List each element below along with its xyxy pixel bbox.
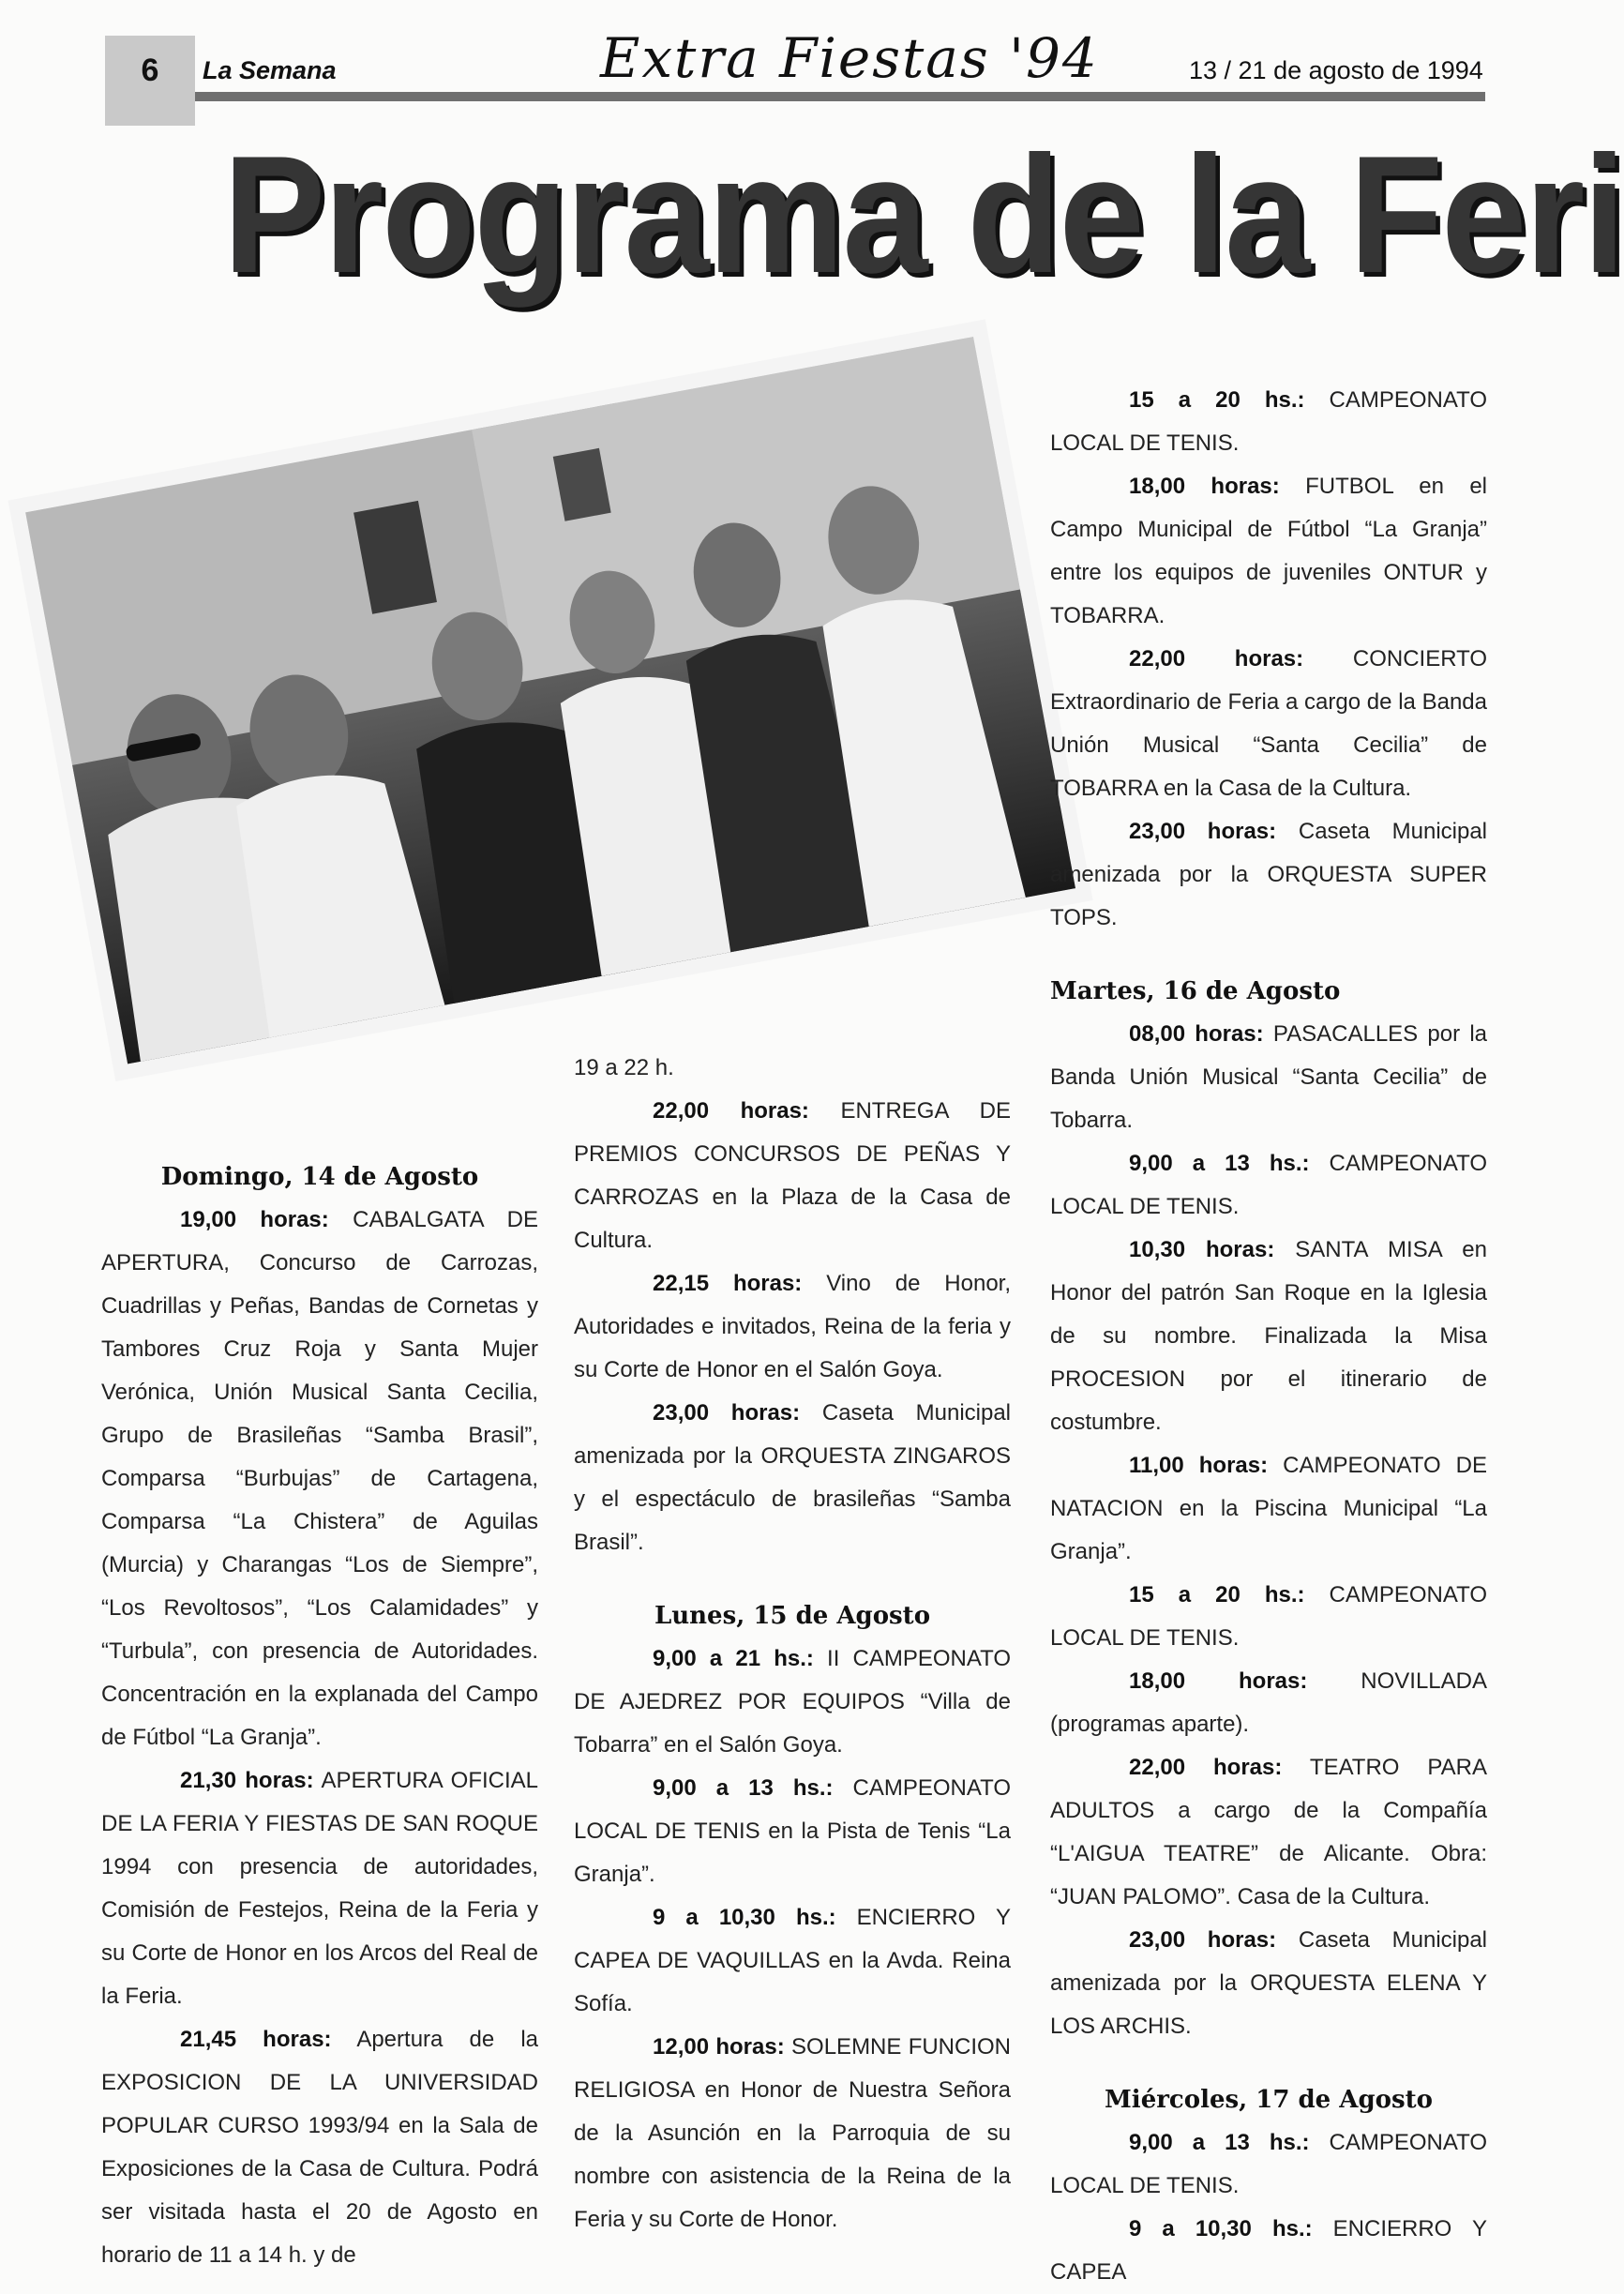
event-time: 9,00 a 13 hs.: bbox=[1129, 2130, 1310, 2155]
event-text: ENCIERRO Y CAPEA bbox=[1050, 2216, 1487, 2285]
event-text: CAMPEONATO LOCAL DE TENIS en la Pista de Tenis “La Granja”. bbox=[574, 1775, 1011, 1887]
event-time: 18,00 horas: bbox=[1129, 1668, 1308, 1694]
event-paragraph bbox=[1050, 638, 1487, 810]
event-text: SOLEMNE FUNCION RELIGIOSA en Honor de Nuestra Señora de la Asunción en la Parroquia de su nombre con asistencia de la Reina de la Feria y su Corte de Honor. bbox=[574, 2034, 1012, 2232]
event-paragraph bbox=[101, 2018, 538, 2277]
section-title: Extra Fiestas '94 bbox=[600, 26, 1099, 90]
event-paragraph bbox=[1050, 1142, 1487, 1229]
event-paragraph bbox=[1050, 1229, 1487, 1444]
event-text: Vino de Honor, Autoridades e invitados, Reina de la feria y su Corte de Honor en el Salón Goya. bbox=[574, 1271, 1012, 1382]
event-time: 18,00 horas: bbox=[1129, 474, 1280, 499]
event-text: SANTA MISA en Honor del patrón San Roque en la Iglesia de su nombre. Finalizada la Misa PROCESION por el itinerario de costumbre. bbox=[1050, 1237, 1487, 1435]
event-time: 9,00 a 13 hs.: bbox=[653, 1775, 834, 1801]
event-text: CAMPEONATO LOCAL DE TENIS. bbox=[1050, 2130, 1487, 2198]
event-text: CABALGATA DE APERTURA, Concurso de Carrozas, Cuadrillas y Peñas, Bandas de Cornetas y Tambores Cruz Roja y Santa Mujer Verónica, Unión Musical Santa Cecilia, Grupo de Brasileñas “Samba Brasil”, Comparsa “Burbujas” de Cartagena, Comparsa “La Chistera” de Aguilas (Murcia) y Charangas “Los de Siempre”, “Los Revoltosos”, “Los Calamidades” y “Turbula”, con presencia de Autoridades. Concentración en la explanada del Campo de Fútbol “La Granja”. bbox=[101, 1207, 539, 1750]
event-paragraph bbox=[574, 2026, 1011, 2241]
event-time: 23,00 horas: bbox=[653, 1400, 801, 1426]
column-2 bbox=[574, 1047, 1011, 2241]
column-3 bbox=[1050, 379, 1487, 2294]
event-time: 10,30 horas: bbox=[1129, 1237, 1275, 1262]
day-heading-wednesday: Miércoles, 17 de Agosto bbox=[1105, 2086, 1433, 2114]
event-paragraph bbox=[1050, 2208, 1487, 2294]
event-time: 22,00 horas: bbox=[653, 1098, 809, 1124]
event-text: CAMPEONATO LOCAL DE TENIS. bbox=[1050, 1582, 1487, 1651]
event-text: ENCIERRO Y CAPEA DE VAQUILLAS en la Avda. Reina Sofía. bbox=[574, 1905, 1011, 2016]
event-text: CAMPEONATO LOCAL DE TENIS. bbox=[1050, 387, 1487, 456]
day-heading-monday: Lunes, 15 de Agosto bbox=[654, 1602, 931, 1630]
event-time: 9,00 a 13 hs.: bbox=[1129, 1151, 1310, 1176]
event-paragraph bbox=[1050, 1660, 1487, 1746]
event-paragraph bbox=[101, 1199, 538, 1759]
event-text: PASACALLES por la Banda Unión Musical “Santa Cecilia” de Tobarra. bbox=[1050, 1021, 1487, 1133]
event-time: 22,00 horas: bbox=[1129, 1755, 1283, 1780]
event-time: 21,45 horas: bbox=[180, 2027, 332, 2052]
event-paragraph bbox=[1050, 465, 1487, 638]
event-text: CAMPEONATO LOCAL DE TENIS. bbox=[1050, 1151, 1487, 1219]
event-time: 9 a 10,30 hs.: bbox=[1129, 2216, 1313, 2241]
event-text: APERTURA OFICIAL DE LA FERIA Y FIESTAS DE SAN ROQUE 1994 con presencia de autoridades, Comisión de Festejos, Reina de la Feria y su Corte de Honor en los Arcos del Real de la Feria. bbox=[101, 1768, 539, 2009]
event-time: 9,00 a 21 hs.: bbox=[653, 1646, 814, 1671]
event-text: FUTBOL en el Campo Municipal de Fútbol “La Granja” entre los equipos de juveniles ONTUR y TOBARRA. bbox=[1050, 474, 1487, 628]
event-text: ENTREGA DE PREMIOS CONCURSOS DE PEÑAS Y CARROZAS en la Plaza de la Casa de Cultura. bbox=[574, 1098, 1012, 1253]
event-time: 23,00 horas: bbox=[1129, 819, 1277, 844]
event-paragraph bbox=[1050, 1444, 1487, 1574]
event-paragraph bbox=[101, 1759, 538, 2018]
event-paragraph bbox=[574, 1090, 1011, 1262]
day-heading-sunday: Domingo, 14 de Agosto bbox=[160, 1163, 479, 1191]
event-paragraph bbox=[574, 1262, 1011, 1392]
event-text: NOVILLADA (programas aparte). bbox=[1050, 1668, 1487, 1737]
column-1 bbox=[101, 1155, 538, 2277]
page-title: Programa de la Feri bbox=[223, 121, 1624, 308]
event-time: 9 a 10,30 hs.: bbox=[653, 1905, 836, 1930]
event-paragraph bbox=[574, 1896, 1011, 2026]
event-time: 22,00 horas: bbox=[1129, 646, 1304, 672]
event-text: Caseta Municipal amenizada por la ORQUESTA ELENA Y LOS ARCHIS. bbox=[1050, 1927, 1488, 2039]
event-time: 23,00 horas: bbox=[1129, 1927, 1277, 1953]
procession-photo bbox=[34, 281, 1065, 1097]
event-paragraph bbox=[1050, 810, 1487, 940]
event-paragraph bbox=[574, 1767, 1011, 1896]
event-paragraph bbox=[574, 1392, 1011, 1564]
event-paragraph bbox=[574, 1637, 1011, 1767]
event-text: Caseta Municipal amenizada por la ORQUESTA ZINGAROS y el espectáculo de brasileñas “Samba Brasil”. bbox=[574, 1400, 1012, 1555]
event-time: 12,00 horas: bbox=[653, 2034, 785, 2060]
event-paragraph bbox=[1050, 379, 1487, 465]
event-text: TEATRO PARA ADULTOS a cargo de la Compañía “L'AIGUA TEATRE” de Alicante. Obra: “JUAN PALOMO”. Casa de la Cultura. bbox=[1050, 1755, 1487, 1909]
header-rule bbox=[105, 92, 1485, 101]
event-paragraph bbox=[1050, 1919, 1487, 2048]
publication-name: La Semana bbox=[203, 56, 337, 84]
event-text: Apertura de la EXPOSICION DE LA UNIVERSIDAD POPULAR CURSO 1993/94 en la Sala de Exposiciones de la Casa de Cultura. Podrá ser visitada hasta el 20 de Agosto en horario de 11 a 14 h. y de bbox=[101, 2027, 538, 2268]
event-time: 08,00 horas: bbox=[1129, 1021, 1264, 1047]
event-time: 15 a 20 hs.: bbox=[1129, 387, 1305, 413]
event-time: 22,15 horas: bbox=[653, 1271, 803, 1296]
day-heading-tuesday: Martes, 16 de Agosto bbox=[1050, 977, 1341, 1005]
event-paragraph bbox=[1050, 2121, 1487, 2208]
continued-text: 19 a 22 h. bbox=[574, 1055, 674, 1080]
issue-date: 13 / 21 de agosto de 1994 bbox=[1189, 56, 1483, 84]
event-paragraph bbox=[1050, 1574, 1487, 1660]
event-text: CONCIERTO Extraordinario de Feria a cargo de la Banda Unión Musical “Santa Cecilia” de TOBARRA en la Casa de la Cultura. bbox=[1050, 646, 1488, 801]
event-text: Caseta Municipal amenizada por la ORQUESTA SUPER TOPS. bbox=[1050, 819, 1488, 930]
event-paragraph bbox=[1050, 1013, 1487, 1142]
event-time: 19,00 horas: bbox=[180, 1207, 329, 1232]
event-time: 15 a 20 hs.: bbox=[1129, 1582, 1305, 1607]
event-text: II CAMPEONATO DE AJEDREZ POR EQUIPOS “Villa de Tobarra” en el Salón Goya. bbox=[574, 1646, 1011, 1758]
page-number: 6 bbox=[141, 53, 159, 88]
event-time: 21,30 horas: bbox=[180, 1768, 314, 1793]
event-time: 11,00 horas: bbox=[1129, 1453, 1269, 1478]
event-paragraph bbox=[1050, 1746, 1487, 1919]
event-text: CAMPEONATO DE NATACION en la Piscina Municipal “La Granja”. bbox=[1050, 1453, 1488, 1564]
